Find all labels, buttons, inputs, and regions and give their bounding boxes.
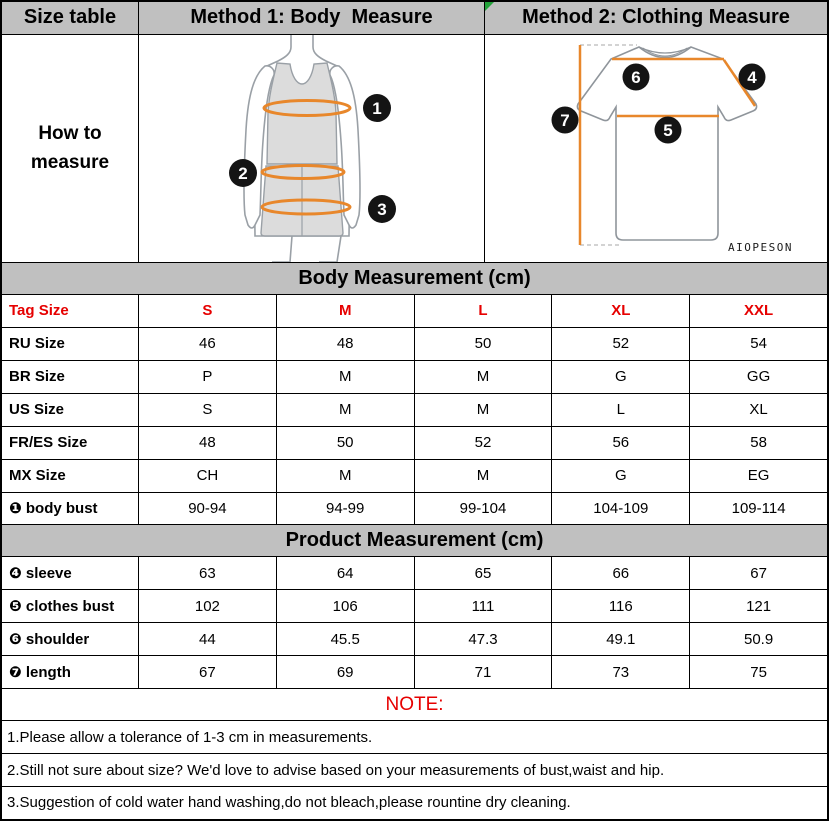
cell-value: 50.9 — [690, 623, 827, 655]
row-label: MX Size — [2, 460, 138, 492]
svg-text:1: 1 — [372, 98, 382, 118]
cell-value: 121 — [690, 590, 827, 622]
cell-value: 71 — [415, 656, 552, 688]
cell-value: 106 — [277, 590, 414, 622]
svg-text:6: 6 — [631, 67, 641, 87]
cell-value: 69 — [277, 656, 414, 688]
cell-value: M — [277, 460, 414, 492]
cell-value: 65 — [415, 557, 552, 589]
table-row-br-size — [2, 361, 827, 393]
measure-point-6-badge — [623, 63, 650, 90]
cell-value: XL — [690, 394, 827, 426]
cell-value: 90-94 — [139, 493, 276, 525]
note-item-3: 3.Suggestion of cold water hand washing,do not bleach,please rountine dry cleaning. — [2, 787, 827, 819]
cell-value: 64 — [277, 557, 414, 589]
cell-value: 99-104 — [415, 493, 552, 525]
cell-value: 48 — [139, 427, 276, 459]
row-label: US Size — [2, 394, 138, 426]
excel-corner-marker-icon — [485, 2, 494, 11]
note-item-2: 2.Still not sure about size? We'd love to advise based on your measurements of bust,waist and hip. — [2, 754, 827, 786]
method2-title — [485, 2, 827, 34]
svg-text:3: 3 — [377, 199, 387, 219]
measure-point-1-badge — [363, 94, 391, 122]
note-title: NOTE: — [2, 689, 827, 720]
cell-value: 50 — [277, 427, 414, 459]
table-row-clothes-bust — [2, 590, 827, 622]
illustration-row — [2, 35, 827, 262]
tag-size-row — [2, 295, 827, 327]
cell-value: G — [552, 460, 689, 492]
measure-point-4-badge — [739, 63, 766, 90]
body-measure-illustration — [139, 35, 484, 262]
cell-value: 58 — [690, 427, 827, 459]
cell-value: GG — [690, 361, 827, 393]
how-to-measure-label: How to measure — [2, 35, 138, 262]
cell-value: 73 — [552, 656, 689, 688]
measure-point-7-badge — [552, 106, 579, 133]
cell-value: 63 — [139, 557, 276, 589]
measure-point-5-badge — [655, 116, 682, 143]
cell-value: 45.5 — [277, 623, 414, 655]
row-label: ❶ body bust — [2, 493, 138, 525]
method2-title-text: Method 2: Clothing Measure — [522, 6, 790, 29]
product-measurement-title: Product Measurement (cm) — [2, 525, 827, 556]
table-row-ru-size — [2, 328, 827, 360]
tshirt-outline — [577, 47, 756, 240]
cell-value: 50 — [415, 328, 552, 360]
body-measurement-title: Body Measurement (cm) — [2, 263, 827, 294]
svg-text:7: 7 — [560, 110, 570, 130]
brand-watermark: AIOPESON — [728, 240, 793, 254]
cell-value: 109-114 — [690, 493, 827, 525]
svg-text:4: 4 — [747, 67, 757, 87]
tag-size-label: Tag Size — [2, 295, 138, 327]
cell-value: M — [415, 394, 552, 426]
table-row-sleeve — [2, 557, 827, 589]
svg-text:2: 2 — [238, 163, 248, 183]
method1-title: Method 1: Body Measure — [139, 2, 484, 34]
size-col-xxl: XXL — [690, 295, 827, 327]
cell-value: 48 — [277, 328, 414, 360]
cell-value: 75 — [690, 656, 827, 688]
table-row-body-bust — [2, 493, 827, 525]
table-row-fres-size — [2, 427, 827, 459]
size-col-m: M — [277, 295, 414, 327]
cell-value: G — [552, 361, 689, 393]
table-row-mx-size — [2, 460, 827, 492]
cell-value: L — [552, 394, 689, 426]
body-illustration-cell — [139, 35, 484, 262]
size-col-xl: XL — [552, 295, 689, 327]
row-label: FR/ES Size — [2, 427, 138, 459]
table-row-shoulder — [2, 623, 827, 655]
cell-value: M — [415, 460, 552, 492]
cell-value: 56 — [552, 427, 689, 459]
cell-value: P — [139, 361, 276, 393]
row-label: ❼ length — [2, 656, 138, 688]
row-label: BR Size — [2, 361, 138, 393]
size-table-title: Size table — [2, 2, 138, 34]
cell-value: 94-99 — [277, 493, 414, 525]
row-label: ❺ clothes bust — [2, 590, 138, 622]
row-label: ❹ sleeve — [2, 557, 138, 589]
figure-left-leg — [268, 236, 292, 262]
cell-value: CH — [139, 460, 276, 492]
cell-value: 52 — [552, 328, 689, 360]
cell-value: 52 — [415, 427, 552, 459]
figure-right-leg — [317, 236, 341, 262]
cell-value: 104-109 — [552, 493, 689, 525]
cell-value: M — [415, 361, 552, 393]
note-item-1: 1.Please allow a tolerance of 1-3 cm in measurements. — [2, 721, 827, 753]
cell-value: 67 — [690, 557, 827, 589]
cell-value: 67 — [139, 656, 276, 688]
cell-value: 44 — [139, 623, 276, 655]
row-label: RU Size — [2, 328, 138, 360]
cell-value: M — [277, 394, 414, 426]
table-row-us-size — [2, 394, 827, 426]
clothing-measure-illustration — [485, 35, 827, 262]
cell-value: 49.1 — [552, 623, 689, 655]
cell-value: EG — [690, 460, 827, 492]
cell-value: M — [277, 361, 414, 393]
cell-value: 102 — [139, 590, 276, 622]
svg-text:5: 5 — [663, 120, 673, 140]
cell-value: S — [139, 394, 276, 426]
size-col-l: L — [415, 295, 552, 327]
cell-value: 46 — [139, 328, 276, 360]
cell-value: 47.3 — [415, 623, 552, 655]
cell-value: 111 — [415, 590, 552, 622]
cell-value: 66 — [552, 557, 689, 589]
measure-point-2-badge — [229, 159, 257, 187]
cell-value: 54 — [690, 328, 827, 360]
shirt-illustration-cell — [485, 35, 827, 262]
measure-point-3-badge — [368, 195, 396, 223]
table-row-length — [2, 656, 827, 688]
row-label: ❻ shoulder — [2, 623, 138, 655]
size-col-s: S — [139, 295, 276, 327]
top-header-row — [2, 2, 827, 34]
cell-value: 116 — [552, 590, 689, 622]
